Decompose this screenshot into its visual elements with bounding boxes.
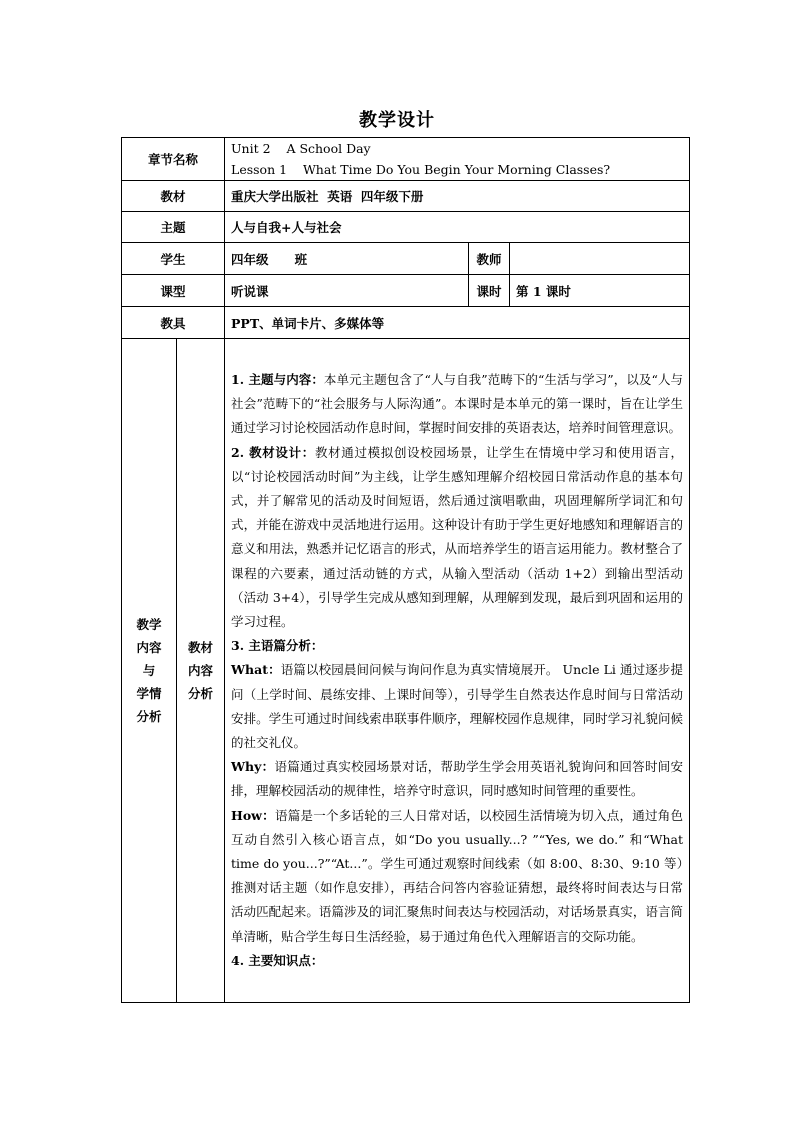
- material-label: 教材: [122, 181, 225, 212]
- row-chapter: [122, 138, 690, 181]
- section-how: [231, 804, 683, 949]
- theme-value: 人与自我+人与社会: [225, 212, 690, 243]
- analysis-content: [225, 339, 690, 1003]
- section-subheading: What：: [231, 662, 281, 678]
- lesson-type-value: 听说课: [225, 275, 469, 307]
- period-label: 课时: [469, 275, 510, 307]
- section-discourse-analysis: [231, 634, 683, 658]
- section-what: [231, 658, 683, 755]
- tools-label: 教具: [122, 307, 225, 339]
- section-material-design: [231, 441, 683, 635]
- lesson-design-table: [121, 137, 690, 1003]
- outer-label-line: 内容: [136, 640, 162, 655]
- section-why: [231, 755, 683, 803]
- teacher-label: 教师: [469, 243, 510, 275]
- student-value: 四年级 班: [225, 243, 469, 275]
- analysis-outer-label: [122, 339, 177, 1003]
- section-heading: 2. 教材设计：: [231, 444, 315, 460]
- row-analysis: [122, 339, 690, 1003]
- chapter-value: [225, 138, 690, 181]
- section-text: 本单元主题包含了“人与自我”范畴下的“生活与学习”，以及“人与社会”范畴下的“社会服务与人际沟通”。本课时是本单元的第一课时，旨在让学生通过学习讨论校园活动作息时间，掌握时间安排的英语表达，培养时间管理意识。: [231, 371, 684, 436]
- inner-label-line: 教材: [188, 640, 214, 655]
- section-text: 教材通过模拟创设校园场景，让学生在情境中学习和使用语言，以“讨论校园活动时间”为主线，让学生感知理解介绍校园日常活动作息的基本句式，并了解常见的活动及时间短语，然后通过演唱歌曲，巩固理解所学词汇和句式，并能在游戏中灵活地进行运用。这种设计有助于学生更好地感知和理解语言的意义和用法，熟悉并记忆语言的形式，从而培养学生的语言运用能力。教材整合了课程的六要素，通过活动链的方式，从输入型活动（活动 1+2）到输出型活动（活动 3+4），引导学生完成从感知到理解，从理解到发现，最后到巩固和运用的学习过程。: [231, 444, 684, 629]
- outer-label-line: 教学: [136, 617, 162, 632]
- section-heading: 4. 主要知识点：: [231, 952, 324, 968]
- row-material: [122, 181, 690, 212]
- period-value: 第 1 课时: [510, 275, 690, 307]
- section-subheading: Why：: [231, 759, 275, 775]
- tools-value: PPT、单词卡片、多媒体等: [225, 307, 690, 339]
- section-key-points: [231, 949, 683, 973]
- analysis-inner-label: [177, 339, 225, 1003]
- row-tools: [122, 307, 690, 339]
- chapter-label: 章节名称: [122, 138, 225, 181]
- section-text: 语篇是一个多话轮的三人日常对话，以校园生活情境为切入点，通过角色互动自然引入核心语言点，如“Do you usually...? ”“Yes, we do.” 和“What time do you...?”“At...”。学生可通过观察时间线索（如 8:00、8:30、9:10 等）推测对话主题（如作息安排），再结合问答内容验证猜想，最终将时间表达与日常活动匹配起来。语篇涉及的词汇聚焦时间表达与校园活动，对话场景真实，语言简单清晰，贴合学生每日生活经验，易于通过角色代入理解语言的交际功能。: [231, 807, 684, 944]
- row-student: [122, 243, 690, 275]
- section-heading: 3. 主语篇分析：: [231, 638, 324, 654]
- row-lesson-type: [122, 275, 690, 307]
- lesson-type-label: 课型: [122, 275, 225, 307]
- document-title: 教学设计: [359, 110, 435, 131]
- outer-label-line: 与: [142, 663, 156, 678]
- section-heading: 1. 主题与内容：: [231, 371, 324, 387]
- section-text: 语篇通过真实校园场景对话，帮助学生学会用英语礼貌询问和回答时间安排，理解校园活动的规律性，培养守时意识，同时感知时间管理的重要性。: [231, 759, 684, 799]
- chapter-lesson: Lesson 1 What Time Do You Begin Your Morning Classes?: [231, 162, 611, 177]
- inner-label-line: 内容: [188, 663, 214, 678]
- section-text: 语篇以校园晨间问候与询问作息为真实情境展开。 Uncle Li 通过逐步提问（上学时间、晨练安排、上课时间等），引导学生自然表达作息时间与日常活动安排。学生可通过时间线索串联事件顺序，理解校园作息规律，同时学习礼貌问候的社交礼仪。: [231, 662, 684, 750]
- row-theme: [122, 212, 690, 243]
- section-subheading: How：: [231, 807, 275, 823]
- teacher-value: [510, 243, 690, 275]
- material-value: 重庆大学出版社 英语 四年级下册: [225, 181, 690, 212]
- outer-label-line: 学情: [136, 686, 162, 701]
- chapter-unit: Unit 2 A School Day: [231, 141, 371, 156]
- section-theme-content: [231, 368, 683, 441]
- outer-label-line: 分析: [136, 709, 162, 724]
- theme-label: 主题: [122, 212, 225, 243]
- inner-label-line: 分析: [188, 686, 214, 701]
- student-label: 学生: [122, 243, 225, 275]
